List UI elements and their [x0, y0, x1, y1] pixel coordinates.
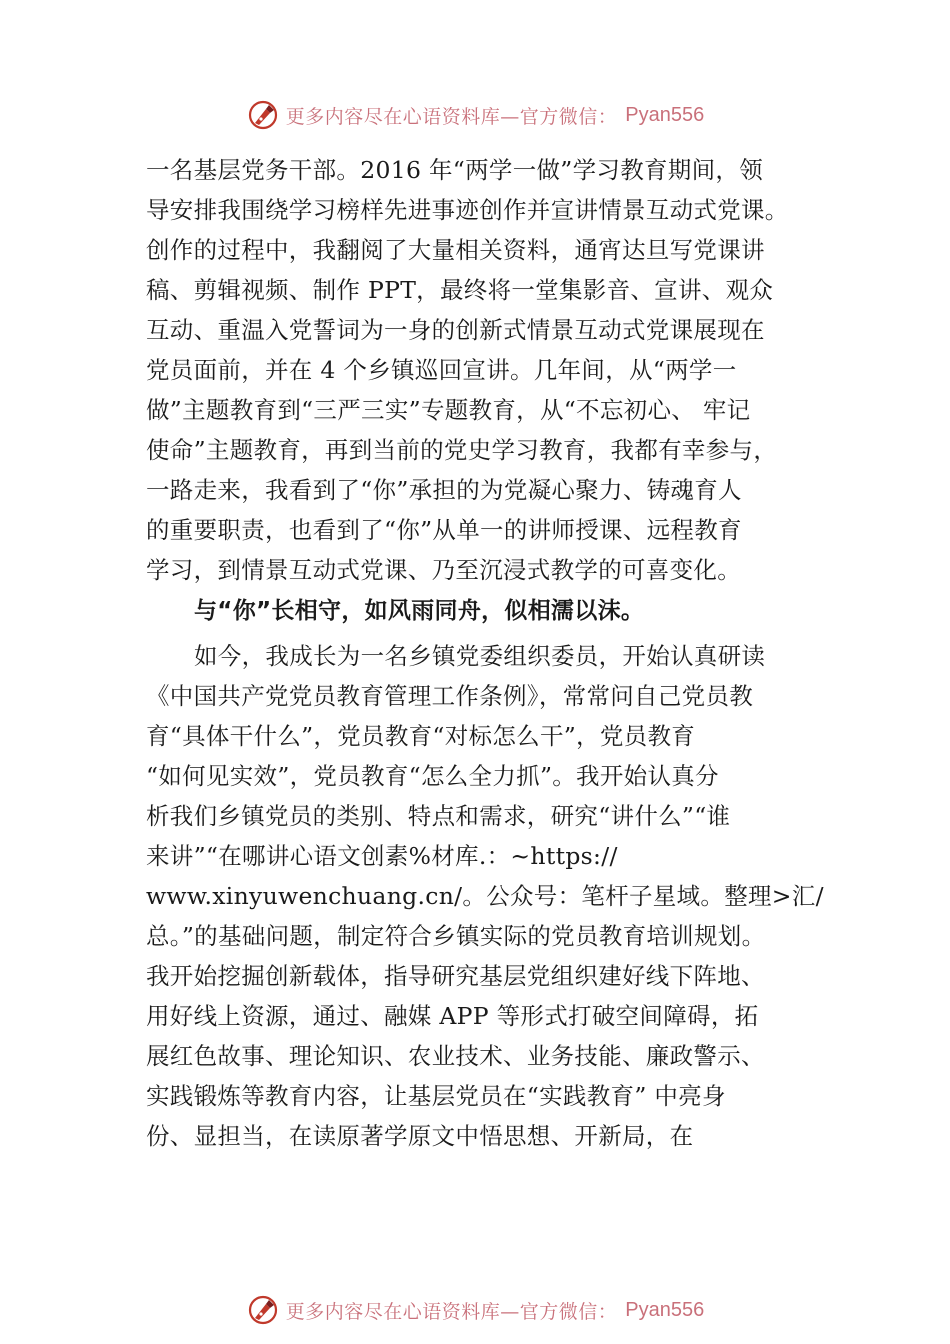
paragraph-line: 《中国共产党党员教育管理工作条例》，常常问自己党员教	[146, 682, 754, 710]
paragraph-line: 来讲”“在哪讲心语文创素%材库.：~https://	[146, 842, 618, 870]
section-heading: 与“你”长相守，如风雨同舟，似相濡以沫。	[194, 598, 645, 624]
paragraph-line: 育“具体干什么”，党员教育“对标怎么干”，党员教育	[146, 722, 696, 750]
paragraph-line: 创作的过程中，我翻阅了大量相关资料，通宵达旦写党课讲	[146, 236, 765, 264]
footer-banner-inner	[246, 1293, 704, 1327]
header-text: 更多内容尽在心语资料库—官方微信：	[285, 105, 618, 128]
paragraph-line: 展红色故事、理论知识、农业技术、业务技能、廉政警示、	[146, 1042, 765, 1070]
paragraph-line: 做”主题教育到“三严三实”专题教育，从“不忘初心、 牢记	[146, 396, 751, 424]
paragraph-line: 一路走来，我看到了“你”承担的为党凝心聚力、铸魂育人	[146, 476, 742, 504]
pen-nib-circle-icon	[246, 98, 280, 132]
paragraph-line: 析我们乡镇党员的类别、特点和需求，研究“讲什么”“谁	[146, 802, 731, 830]
paragraph-line: 学习，到情景互动式党课、乃至沉浸式教学的可喜变化。	[146, 556, 741, 584]
header-wechat-id: Pyan556	[625, 103, 705, 126]
paragraph-line: www.xinyuwenchuang.cn/。公众号：笔杆子星域。整理>汇/	[146, 882, 824, 910]
paragraph-line: “如何见实效”，党员教育“怎么全力抓”。我开始认真分	[146, 762, 719, 790]
paragraph-line: 互动、重温入党誓词为一身的创新式情景互动式党课展现在	[146, 316, 765, 344]
header-banner	[0, 95, 950, 135]
pen-nib-circle-icon	[246, 1293, 280, 1327]
paragraph-line: 用好线上资源，通过、融媒 APP 等形式打破空间障碍，拓	[146, 1002, 759, 1030]
document-body	[146, 150, 836, 1156]
paragraph-line: 总。”的基础问题，制定符合乡镇实际的党员教育培训规划。	[146, 922, 766, 950]
header-banner-inner	[246, 98, 704, 132]
paragraph-line: 党员面前，并在 4 个乡镇巡回宣讲。几年间，从“两学一	[146, 356, 737, 384]
footer-banner	[0, 1290, 950, 1330]
paragraph-line: 稿、剪辑视频、制作 PPT，最终将一堂集影音、宣讲、观众	[146, 276, 774, 304]
paragraph-line: 如今，我成长为一名乡镇党委组织委员，开始认真研读	[194, 642, 766, 670]
paragraph-line: 实践锻炼等教育内容，让基层党员在“实践教育” 中亮身	[146, 1082, 726, 1110]
paragraph-line: 导安排我围绕学习榜样先进事迹创作并宣讲情景互动式党课。	[146, 196, 789, 224]
paragraph-line: 使命”主题教育，再到当前的党史学习教育，我都有幸参与，	[146, 436, 778, 464]
paragraph-line: 的重要职责，也看到了“你”从单一的讲师授课、远程教育	[146, 516, 742, 544]
footer-text: 更多内容尽在心语资料库—官方微信：	[285, 1300, 618, 1323]
paragraph-line: 我开始挖掘创新载体，指导研究基层党组织建好线下阵地、	[146, 962, 765, 990]
paragraph-line: 份、显担当，在读原著学原文中悟思想、开新局，在	[146, 1122, 694, 1150]
footer-wechat-id: Pyan556	[625, 1298, 705, 1321]
paragraph-line: 一名基层党务干部。2016 年“两学一做”学习教育期间，领	[146, 156, 764, 184]
